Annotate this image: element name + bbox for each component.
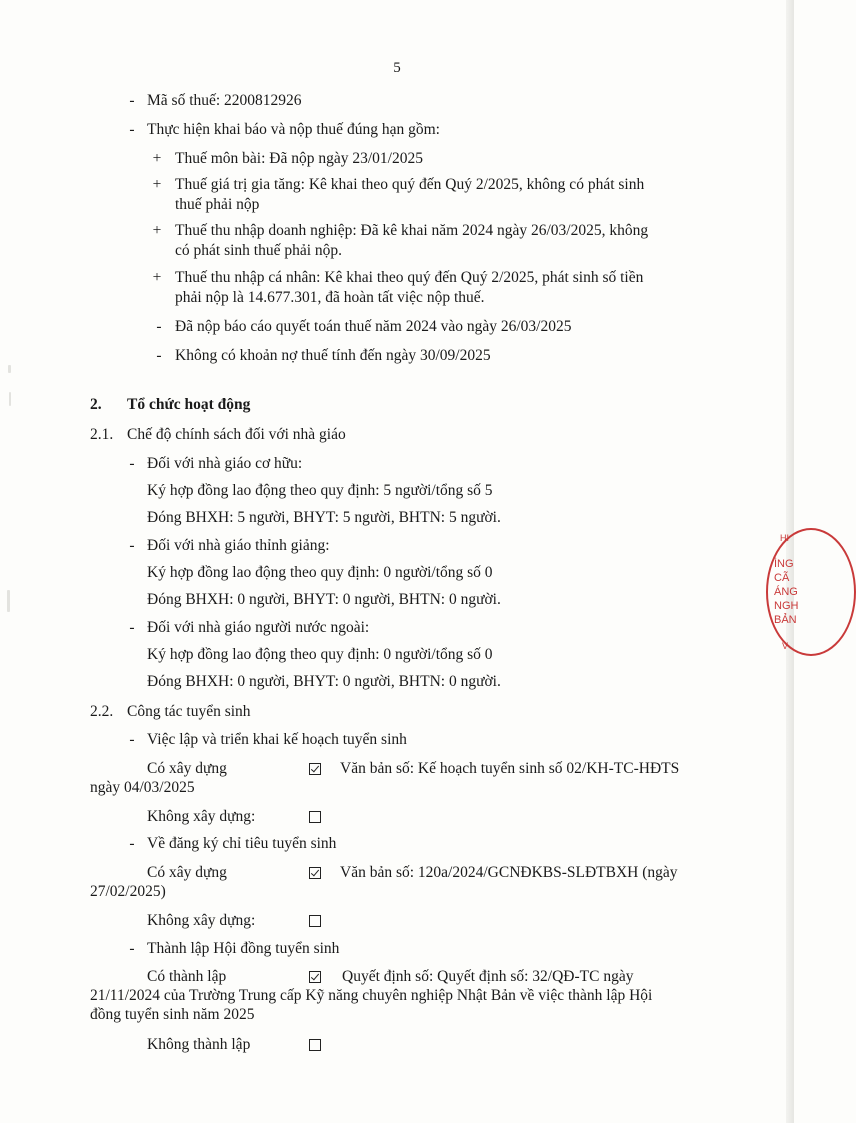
tax-declaration-intro: Thực hiện khai báo và nộp thuế đúng hạn gồm: — [147, 121, 440, 138]
quota-yes-checkbox[interactable] — [309, 867, 321, 879]
plan-yes-checkbox[interactable] — [309, 763, 321, 775]
tax-code: Mã số thuế: 2200812926 — [147, 92, 302, 109]
subsection-number: 2.2. — [90, 703, 114, 720]
quota-doc-line1: Văn bản số: 120a/2024/GCNĐKBS-SLĐTBXH (ngày — [340, 864, 678, 881]
teacher-group-contract: Ký hợp đồng lao động theo quy định: 0 người/tổng số 0 — [147, 646, 493, 663]
bullet-plus: + — [152, 150, 162, 167]
tax-report: Đã nộp báo cáo quyết toán thuế năm 2024 vào ngày 26/03/2025 — [175, 318, 572, 335]
stamp-text: V — [782, 641, 789, 651]
tax-item-vat-line1: Thuế giá trị gia tăng: Kê khai theo quý đến Quý 2/2025, không có phát sinh — [175, 176, 645, 193]
stamp-text: ÌNG — [774, 558, 794, 570]
scan-speck — [7, 590, 10, 612]
plan-doc-line1: Văn bản số: Kế hoạch tuyển sinh số 02/KH-TC-HĐTS — [340, 760, 680, 777]
bullet-dash: - — [129, 455, 135, 472]
bullet-dash: - — [156, 318, 162, 335]
teacher-group-label: Đối với nhà giáo cơ hữu: — [147, 455, 303, 472]
bullet-dash: - — [129, 619, 135, 636]
tax-no-debt: Không có khoản nợ thuế tính đến ngày 30/09/2025 — [175, 347, 491, 364]
plan-doc-line2: ngày 04/03/2025 — [90, 779, 195, 796]
enrollment-plan-label: Việc lập và triển khai kế hoạch tuyển sinh — [147, 731, 407, 748]
quota-label: Về đăng ký chỉ tiêu tuyển sinh — [147, 835, 337, 852]
council-doc-line1: Quyết định số: Quyết định số: 32/QĐ-TC ngày — [342, 968, 634, 985]
tax-item-vat-line2: thuế phải nộp — [175, 196, 260, 213]
stamp-text: BẢN — [774, 614, 797, 626]
section-number: 2. — [90, 396, 102, 413]
teacher-group-contract: Ký hợp đồng lao động theo quy định: 0 người/tổng số 0 — [147, 564, 493, 581]
quota-no-checkbox[interactable] — [309, 915, 321, 927]
stamp-text: ÁNG — [774, 586, 798, 598]
bullet-dash: - — [129, 835, 135, 852]
council-doc-line2: 21/11/2024 của Trường Trung cấp Kỹ năng chuyên nghiệp Nhật Bản về việc thành lập Hội — [90, 987, 653, 1004]
quota-yes-label: Có xây dựng — [147, 864, 227, 881]
council-yes-label: Có thành lập — [147, 968, 227, 985]
council-doc-line3: đồng tuyển sinh năm 2025 — [90, 1006, 255, 1023]
scan-speck — [8, 365, 11, 373]
tax-item-pit-line2: phải nộp là 14.677.301, đã hoàn tất việc nộp thuế. — [175, 289, 485, 306]
bullet-plus: + — [152, 222, 162, 239]
subsection-title: Công tác tuyển sinh — [127, 703, 251, 720]
plan-no-label: Không xây dựng: — [147, 808, 256, 825]
bullet-dash: - — [129, 121, 135, 138]
teacher-group-insurance: Đóng BHXH: 0 người, BHYT: 0 người, BHTN: 0 người. — [147, 591, 501, 608]
stamp-text: HI — [780, 533, 789, 543]
council-yes-checkbox[interactable] — [309, 971, 321, 983]
scan-speck — [9, 392, 11, 406]
council-label: Thành lập Hội đồng tuyển sinh — [147, 940, 340, 957]
plan-yes-label: Có xây dựng — [147, 760, 227, 777]
plan-no-checkbox[interactable] — [309, 811, 321, 823]
page-number: 5 — [393, 60, 401, 76]
quota-no-label: Không xây dựng: — [147, 912, 256, 929]
council-no-checkbox[interactable] — [309, 1039, 321, 1051]
tax-item-cit-line1: Thuế thu nhập doanh nghiệp: Đã kê khai năm 2024 ngày 26/03/2025, không — [175, 222, 649, 239]
teacher-group-insurance: Đóng BHXH: 0 người, BHYT: 0 người, BHTN: 0 người. — [147, 673, 501, 690]
bullet-dash: - — [129, 537, 135, 554]
bullet-plus: + — [152, 269, 162, 286]
subsection-number: 2.1. — [90, 426, 114, 443]
stamp-text: CÃ — [774, 572, 790, 584]
teacher-group-contract: Ký hợp đồng lao động theo quy định: 5 người/tổng số 5 — [147, 482, 493, 499]
quota-doc-line2: 27/02/2025) — [90, 883, 166, 900]
bullet-plus: + — [152, 176, 162, 193]
stamp — [762, 528, 799, 656]
bullet-dash: - — [156, 347, 162, 364]
stamp-text: NGH — [774, 600, 799, 612]
section-title: Tổ chức hoạt động — [127, 396, 251, 413]
council-no-label: Không thành lập — [147, 1036, 251, 1053]
bullet-dash: - — [129, 92, 135, 109]
tax-item-license: Thuế môn bài: Đã nộp ngày 23/01/2025 — [175, 150, 423, 167]
teacher-group-insurance: Đóng BHXH: 5 người, BHYT: 5 người, BHTN: 5 người. — [147, 509, 501, 526]
teacher-group-label: Đối với nhà giáo người nước ngoài: — [147, 619, 370, 636]
tax-item-pit-line1: Thuế thu nhập cá nhân: Kê khai theo quý đến Quý 2/2025, phát sinh số tiền — [175, 269, 644, 286]
tax-item-cit-line2: có phát sinh thuế phải nộp. — [175, 242, 343, 259]
bullet-dash: - — [129, 940, 135, 957]
bullet-dash: - — [129, 731, 135, 748]
teacher-group-label: Đối với nhà giáo thỉnh giảng: — [147, 537, 330, 554]
subsection-title: Chế độ chính sách đối với nhà giáo — [127, 426, 346, 443]
